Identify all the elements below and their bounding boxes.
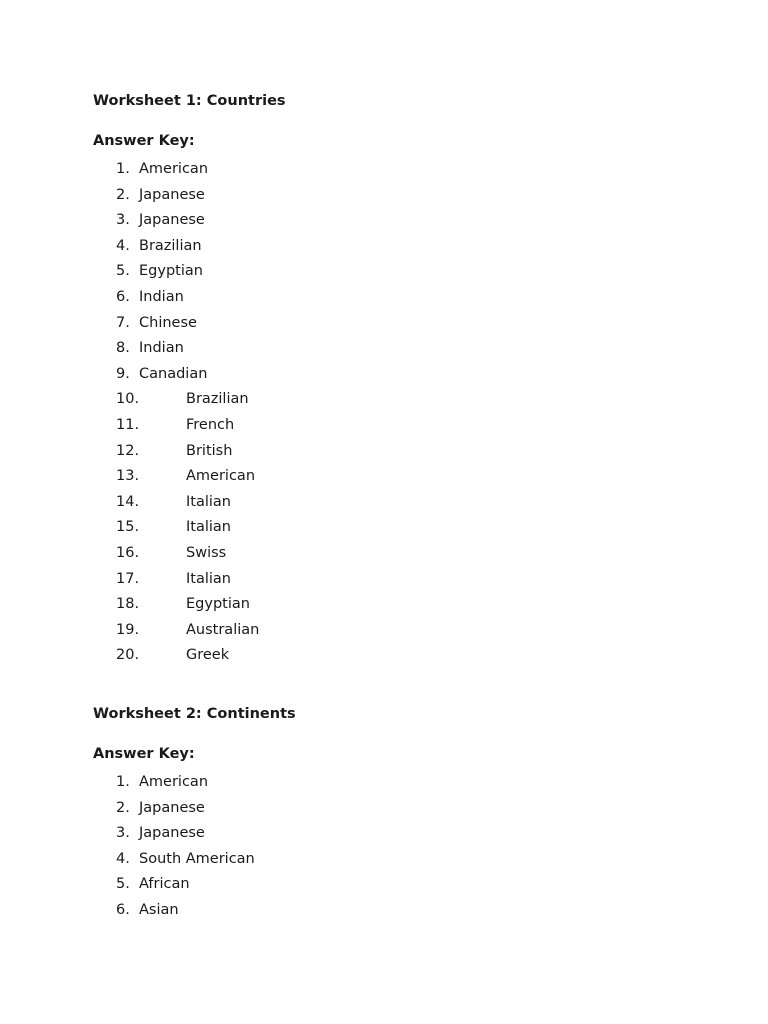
answer-text: Japanese [139, 186, 205, 203]
answer-text: Italian [186, 570, 231, 587]
answer-text: French [186, 416, 235, 433]
answer-item [93, 847, 693, 873]
answer-text: Japanese [139, 212, 205, 229]
answer-item [93, 541, 693, 567]
answer-text: Greek [186, 647, 230, 664]
answer-number: 9. [116, 365, 130, 382]
answer-number: 3. [116, 825, 130, 842]
answer-number: 1. [116, 161, 130, 177]
answer-item [93, 796, 693, 822]
answer-item [93, 567, 693, 593]
answer-text: Egyptian [186, 596, 250, 613]
answer-item [93, 387, 693, 413]
answer-item [93, 285, 693, 311]
answer-item [93, 592, 693, 618]
answer-number: 14. [116, 493, 140, 510]
worksheet-1-section [93, 91, 693, 669]
answer-text: Chinese [139, 314, 197, 331]
answer-item [93, 872, 693, 898]
answer-number: 10. [116, 391, 140, 408]
answer-text: Italian [186, 519, 231, 536]
answer-number: 5. [116, 263, 130, 280]
answer-text: American [139, 161, 209, 177]
answer-item [93, 464, 693, 490]
worksheet-2-title: Worksheet 2: Continents [93, 706, 296, 722]
answer-text: American [139, 774, 209, 790]
answer-number: 17. [116, 570, 140, 587]
answer-text: Brazilian [186, 391, 249, 408]
answer-item [93, 413, 693, 439]
answer-number: 4. [116, 850, 130, 867]
answer-item [93, 157, 693, 183]
answer-text: Indian [139, 340, 184, 357]
answer-number: 4. [116, 237, 130, 254]
answer-text: Canadian [139, 365, 208, 382]
answer-text: Japanese [139, 799, 205, 816]
answer-item [93, 439, 693, 465]
answer-item [93, 618, 693, 644]
answer-number: 12. [116, 442, 140, 459]
answer-item [93, 208, 693, 234]
answer-item [93, 898, 693, 924]
answer-number: 2. [116, 799, 130, 816]
answer-text: Indian [139, 288, 184, 305]
answer-text: South American [139, 850, 255, 867]
answer-text: American [186, 468, 256, 485]
answer-text: Japanese [139, 825, 205, 842]
answer-number: 2. [116, 186, 130, 203]
answer-item [93, 234, 693, 260]
answer-number: 11. [116, 416, 140, 433]
answer-number: 5. [116, 876, 130, 893]
answer-number: 6. [116, 288, 130, 305]
answer-number: 19. [116, 621, 140, 638]
answer-number: 1. [116, 774, 130, 790]
answer-number: 15. [116, 519, 140, 536]
answer-text: Brazilian [139, 237, 202, 254]
answer-item [93, 821, 693, 847]
worksheet-2-answer-key-label: Answer Key: [93, 746, 195, 762]
answer-number: 13. [116, 468, 140, 485]
answer-item [93, 490, 693, 516]
answer-item [93, 643, 693, 669]
worksheet-2-answer-list [93, 770, 693, 924]
answer-number: 20. [116, 647, 140, 664]
answer-text: Egyptian [139, 263, 203, 280]
answer-item [93, 259, 693, 285]
answer-text: Asian [139, 901, 179, 918]
answer-number: 7. [116, 314, 130, 331]
answer-text: Swiss [186, 544, 227, 561]
answer-item [93, 183, 693, 209]
answer-item [93, 311, 693, 337]
answer-number: 3. [116, 212, 130, 229]
answer-item [93, 515, 693, 541]
answer-text: African [139, 876, 190, 893]
worksheet-1-answer-key-label: Answer Key: [93, 133, 195, 149]
answer-item [93, 362, 693, 388]
answer-item [93, 336, 693, 362]
answer-item [93, 770, 693, 796]
answer-text: Italian [186, 493, 231, 510]
answer-text: British [186, 442, 233, 459]
answer-number: 8. [116, 340, 130, 357]
answer-number: 18. [116, 596, 140, 613]
answer-text: Australian [186, 621, 260, 638]
answer-number: 16. [116, 544, 140, 561]
worksheet-1-answer-list [93, 157, 693, 669]
worksheet-2-section [93, 704, 693, 924]
answer-number: 6. [116, 901, 130, 918]
worksheet-1-title: Worksheet 1: Countries [93, 93, 286, 109]
